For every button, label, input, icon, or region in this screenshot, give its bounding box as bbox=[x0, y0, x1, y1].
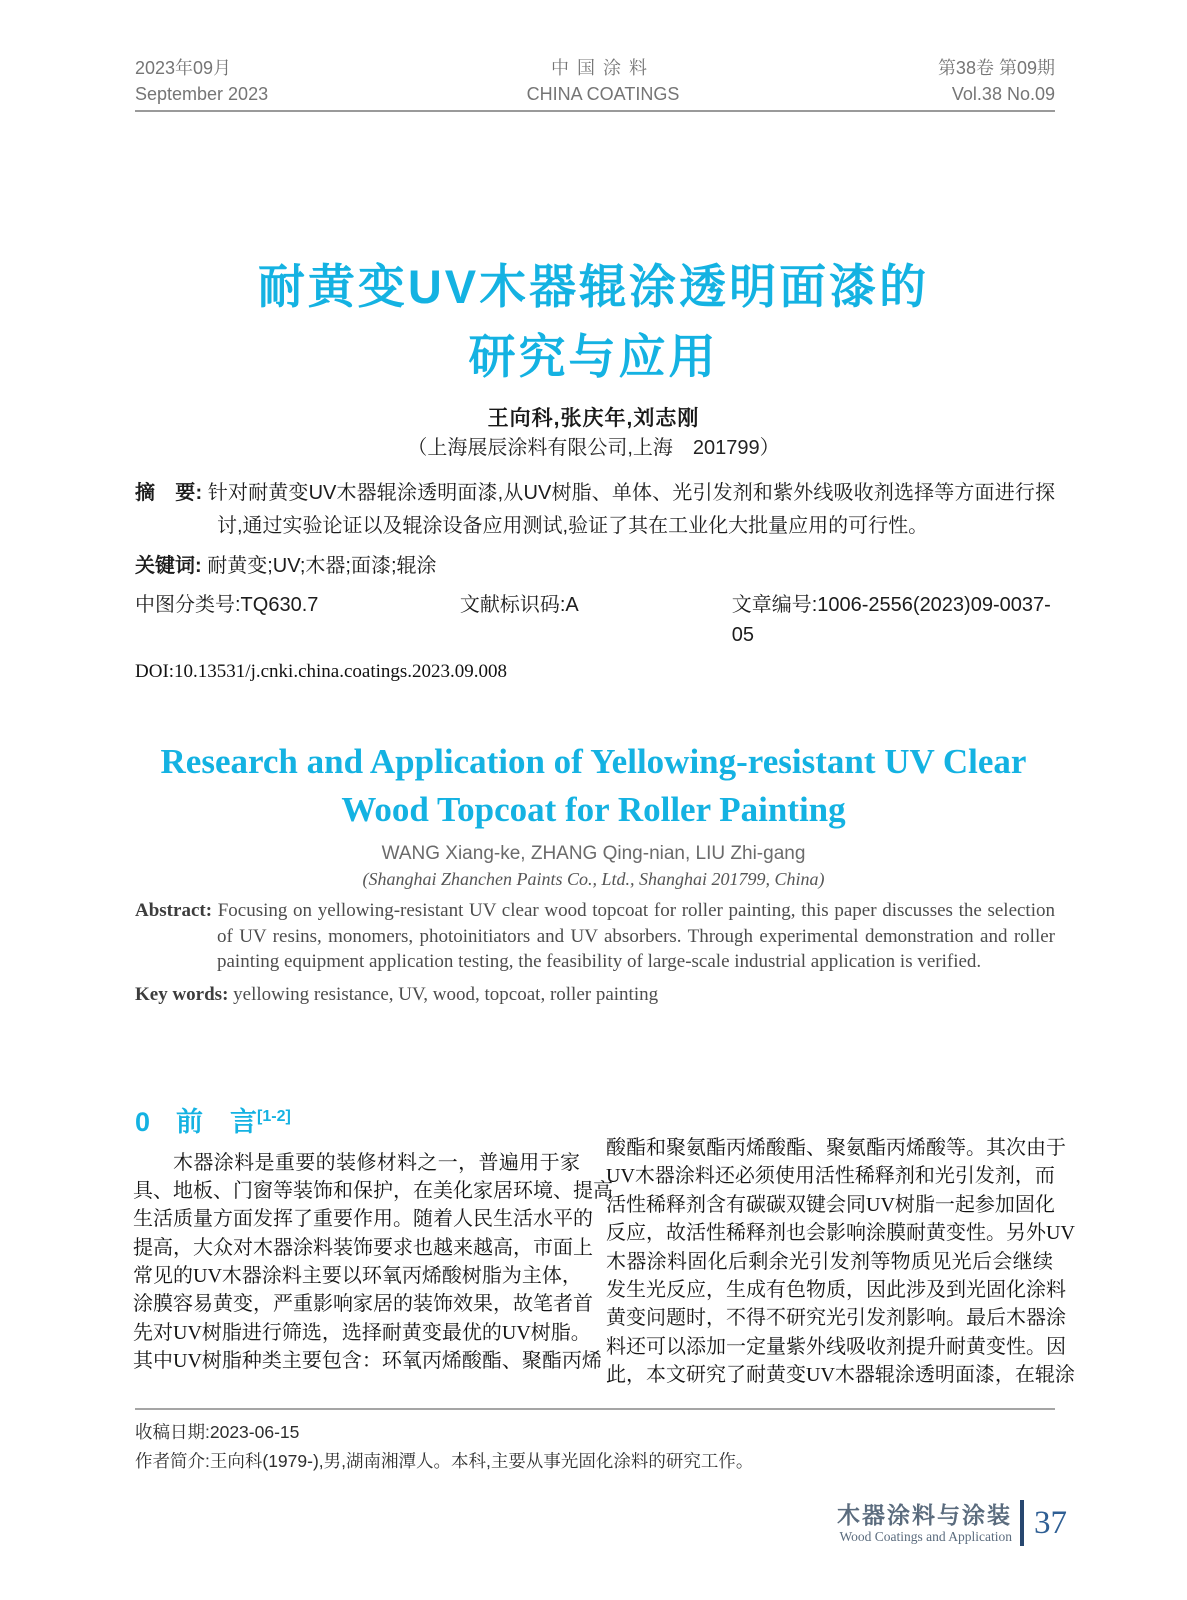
body-line: 发生光反应，生成有色物质，因此涉及到光固化涂料 bbox=[606, 1278, 1066, 1301]
section-reference-marker: [1-2] bbox=[257, 1108, 291, 1125]
body-line: 其中UV树脂种类主要包含：环氧丙烯酸酯、聚酯丙烯 bbox=[133, 1350, 602, 1373]
body-line: 先对UV树脂进行筛选，选择耐黄变最优的UV树脂。 bbox=[133, 1321, 591, 1344]
body-line: 活性稀释剂含有碳碳双键会同UV树脂一起参加固化 bbox=[606, 1193, 1055, 1216]
column-name bbox=[837, 1502, 1012, 1545]
body-line: 涂膜容易黄变，严重影响家居的装饰效果，故笔者首 bbox=[133, 1293, 593, 1316]
clc-number: 中图分类号:TQ630.7 bbox=[135, 594, 319, 616]
body-line: 生活质量方面发挥了重要作用。随着人民生活水平的 bbox=[133, 1208, 593, 1231]
chinese-meta-block bbox=[135, 477, 1055, 686]
body-line: 具、地板、门窗等装饰和保护，在美化家居环境、提高 bbox=[133, 1179, 613, 1202]
section-heading-introduction bbox=[135, 1100, 291, 1139]
header-journal-name bbox=[527, 55, 680, 102]
journal-header bbox=[135, 55, 1055, 112]
body-line: 黄变问题时，不得不研究光引发剂影响。最后木器涂 bbox=[606, 1307, 1066, 1330]
article-title-en-line1: Research and Application of Yellowing-resistant UV Clear bbox=[160, 742, 1027, 781]
page-footer bbox=[837, 1500, 1067, 1546]
abstract-en bbox=[135, 898, 1055, 975]
page-number: 37 bbox=[1034, 1505, 1067, 1541]
article-id: 文章编号:1006-2556(2023)09-0037-05 bbox=[731, 594, 1051, 646]
keywords-cn-text: 耐黄变;UV;木器;面漆;辊涂 bbox=[207, 555, 437, 577]
article-title-cn-line1: 耐黄变UV木器辊涂透明面漆的 bbox=[257, 260, 930, 313]
footer-divider bbox=[1020, 1500, 1024, 1546]
header-date-cn: 2023年09月 bbox=[135, 58, 232, 78]
header-issue-cn: 第38卷 第09期 bbox=[937, 58, 1055, 78]
header-date bbox=[135, 55, 268, 102]
column-name-cn: 木器涂料与涂装 bbox=[837, 1501, 1012, 1528]
body-column-right bbox=[606, 1134, 1075, 1390]
header-date-en: September 2023 bbox=[135, 84, 269, 104]
authors-cn: 王向科,张庆年,刘志刚 bbox=[487, 407, 700, 430]
body-column-left bbox=[133, 1149, 613, 1376]
body-line: 此，本文研究了耐黄变UV木器辊涂透明面漆，在辊涂 bbox=[606, 1364, 1075, 1387]
abstract-en-label: Abstract: bbox=[135, 900, 213, 921]
article-title-cn bbox=[0, 252, 1187, 392]
affiliation-en: (Shanghai Zhanchen Paints Co., Ltd., Shanghai 201799, China) bbox=[362, 869, 825, 889]
abstract-cn bbox=[135, 477, 1055, 543]
section-number: 0 bbox=[135, 1107, 151, 1137]
body-line: UV木器涂料还必须使用活性稀释剂和光引发剂，而 bbox=[606, 1165, 1055, 1188]
body-line: 料还可以添加一定量紫外线吸收剂提升耐黄变性。因 bbox=[606, 1335, 1066, 1358]
affiliation-cn: （上海展辰涂料有限公司,上海 201799） bbox=[407, 437, 780, 459]
authors-en: WANG Xiang-ke, ZHANG Qing-nian, LIU Zhi-gang bbox=[381, 843, 806, 864]
body-line: 反应，故活性稀释剂也会影响涂膜耐黄变性。另外UV bbox=[606, 1222, 1075, 1245]
journal-name-cn: 中国涂料 bbox=[551, 58, 656, 78]
article-title-en-line2: Wood Topcoat for Roller Painting bbox=[341, 790, 846, 829]
doi: DOI:10.13531/j.cnki.china.coatings.2023.09.008 bbox=[135, 661, 508, 682]
body-line: 木器涂料固化后剩余光引发剂等物质见光后会继续 bbox=[606, 1250, 1053, 1273]
body-line: 常见的UV木器涂料主要以环氧丙烯酸树脂为主体， bbox=[133, 1265, 582, 1288]
keywords-en-text: yellowing resistance, UV, wood, topcoat, roller painting bbox=[233, 983, 659, 1005]
body-line: 酸酯和聚氨酯丙烯酸酯、聚氨酯丙烯酸等。其次由于 bbox=[606, 1137, 1066, 1159]
article-title-en bbox=[0, 738, 1187, 834]
keywords-cn bbox=[135, 551, 1055, 581]
abstract-cn-text: 针对耐黄变UV木器辊涂透明面漆,从UV树脂、单体、光引发剂和紫外线吸收剂选择等方面进行探讨,通过实验论证以及辊涂设备应用测试,验证了其在工业化大批量应用的可行性。 bbox=[207, 482, 1056, 537]
body-line: 木器涂料是重要的装修材料之一，普遍用于家 bbox=[173, 1151, 580, 1174]
classification-row bbox=[135, 590, 1055, 650]
document-code: 文献标识码:A bbox=[459, 594, 579, 616]
author-bio: 作者简介:王向科(1979-),男,湖南湘潭人。本科,主要从事光固化涂料的研究工作。 bbox=[135, 1451, 754, 1471]
keywords-cn-label: 关键词: bbox=[135, 555, 202, 577]
english-meta-block bbox=[135, 898, 1055, 1007]
column-name-en: Wood Coatings and Application bbox=[839, 1528, 1012, 1544]
footnote-block bbox=[135, 1408, 1055, 1477]
abstract-cn-label: 摘 要: bbox=[135, 482, 203, 504]
journal-name-en: CHINA COATINGS bbox=[526, 84, 680, 104]
section-title: 前 言 bbox=[176, 1107, 258, 1137]
header-issue-en: Vol.38 No.09 bbox=[951, 84, 1055, 104]
keywords-en-label: Key words: bbox=[135, 983, 229, 1005]
article-title-cn-line2: 研究与应用 bbox=[468, 330, 719, 383]
abstract-en-text: Focusing on yellowing-resistant UV clear wood topcoat for roller painting, this paper discusses the selection of UV resins, monomers, photoinitiators and UV absorbers. Through experimental demonstration and roller painting equipment application testing, the feasibility of large-scale industrial application is verified. bbox=[217, 900, 1055, 972]
keywords-en bbox=[135, 982, 1055, 1007]
header-issue bbox=[938, 55, 1055, 102]
received-date: 收稿日期:2023-06-15 bbox=[135, 1422, 300, 1442]
body-line: 提高，大众对木器涂料装饰要求也越来越高，市面上 bbox=[133, 1236, 593, 1259]
